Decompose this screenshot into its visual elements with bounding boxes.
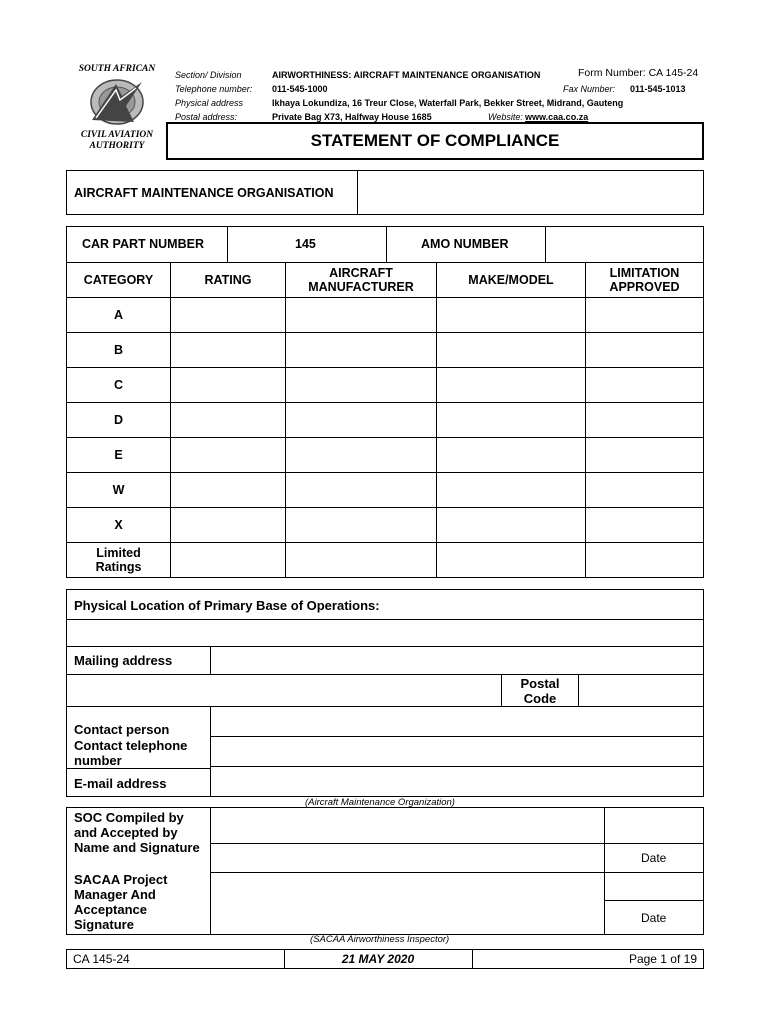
section-label: Section/ Division (175, 70, 242, 80)
category-row-label: D (113, 413, 124, 427)
mailing-address-field[interactable] (211, 647, 703, 674)
page-title: STATEMENT OF COMPLIANCE (310, 131, 560, 150)
soc-date-label: Date (641, 851, 667, 865)
sacaa-name-field[interactable] (211, 873, 604, 934)
category-row-label: C (113, 378, 124, 392)
column-header-manufacturer: AIRCRAFT MANUFACTURER (308, 266, 414, 294)
soc-date-field[interactable] (605, 808, 703, 843)
footer-date: 21 MAY 2020 (341, 952, 415, 966)
amo-name-field[interactable] (358, 171, 703, 214)
footer-bar (66, 949, 704, 969)
column-header-category: CATEGORY (83, 273, 154, 287)
postal-label: Postal address: (175, 112, 238, 122)
soc-signature-field[interactable] (211, 844, 604, 872)
section-value: AIRWORTHINESS: AIRCRAFT MAINTENANCE ORGANISATION (272, 70, 541, 80)
postal-code-label: Postal Code (520, 675, 560, 706)
postal-value: Private Bag X73, Halfway House 1685 (272, 112, 432, 122)
divider (472, 950, 473, 968)
footer-page-number: Page 1 of 19 (628, 952, 697, 966)
telephone-label: Telephone number: (175, 84, 253, 94)
sacaa-date-label: Date (641, 911, 667, 925)
car-part-value: 145 (295, 237, 316, 251)
category-row-label: X (114, 518, 123, 532)
divider (170, 263, 171, 577)
contact-phone-field[interactable] (211, 737, 703, 766)
contact-phone-label: Contact telephone number (74, 738, 188, 768)
sacaa-date-field[interactable] (605, 873, 703, 900)
category-row-label: E (114, 448, 123, 462)
column-header-limitation: LIMITATION APPROVED (609, 266, 680, 294)
amo-row (66, 170, 704, 215)
divider (285, 263, 286, 577)
divider (67, 768, 210, 769)
mailing-address-label: Mailing address (74, 653, 173, 668)
physical-value: Ikhaya Lokundiza, 16 Treur Close, Waterfall Park, Bekker Street, Midrand, Gauteng (272, 98, 624, 108)
title-box (166, 122, 704, 160)
sacaa-manager-label: SACAA Project Manager And Acceptance Signature (74, 872, 168, 932)
email-field[interactable] (211, 767, 703, 796)
form-number: Form Number: CA 145-24 (578, 67, 699, 79)
column-header-rating: RATING (204, 273, 252, 287)
soc-name-field[interactable] (211, 808, 604, 843)
car-part-label: CAR PART NUMBER (82, 237, 204, 251)
email-label: E-mail address (74, 776, 167, 791)
divider (604, 900, 703, 901)
divider (585, 263, 586, 577)
mailing-address-line2-field[interactable] (67, 675, 501, 705)
divider (386, 227, 387, 262)
divider (436, 263, 437, 577)
fax-value: 011-545-1013 (630, 84, 686, 94)
logo-emblem-icon (86, 76, 148, 128)
contact-person-label: Contact person (74, 722, 170, 737)
location-section (66, 589, 704, 797)
column-header-make-model: MAKE/MODEL (468, 273, 554, 287)
category-row-label: Limited Ratings (95, 546, 142, 574)
category-row-label: W (112, 483, 125, 497)
logo-bottom-text-1: CIVIL AVIATION (80, 130, 154, 140)
soc-compiled-label: SOC Compiled by and Accepted by Name and Signature (74, 810, 200, 855)
contact-person-field[interactable] (211, 707, 703, 736)
amo-number-field[interactable] (546, 227, 703, 262)
physical-label: Physical address (175, 98, 244, 108)
telephone-value: 011-545-1000 (272, 84, 328, 94)
divider (227, 227, 228, 262)
ratings-table (66, 226, 704, 578)
fax-label: Fax Number: (563, 84, 616, 94)
logo-top-text: SOUTH AFRICAN (78, 64, 156, 74)
amo-number-label: AMO NUMBER (421, 237, 509, 251)
website-link[interactable]: www.caa.co.za (525, 112, 589, 122)
amo-caption: (Aircraft Maintenance Organization) (305, 797, 455, 808)
postal-code-field[interactable] (579, 675, 703, 706)
signature-section (66, 807, 704, 935)
physical-location-label: Physical Location of Primary Base of Operations: (74, 598, 380, 613)
logo-bottom-text-2: AUTHORITY (89, 141, 145, 151)
category-row-label: A (113, 308, 124, 322)
caa-logo (72, 64, 162, 156)
physical-location-field[interactable] (67, 620, 703, 646)
amo-label: AIRCRAFT MAINTENANCE ORGANISATION (74, 186, 334, 200)
category-row-label: B (113, 343, 124, 357)
inspector-caption: (SACAA Airworthiness Inspector) (310, 934, 450, 945)
footer-form-code: CA 145-24 (73, 952, 130, 966)
website-label: Website: (488, 112, 523, 122)
